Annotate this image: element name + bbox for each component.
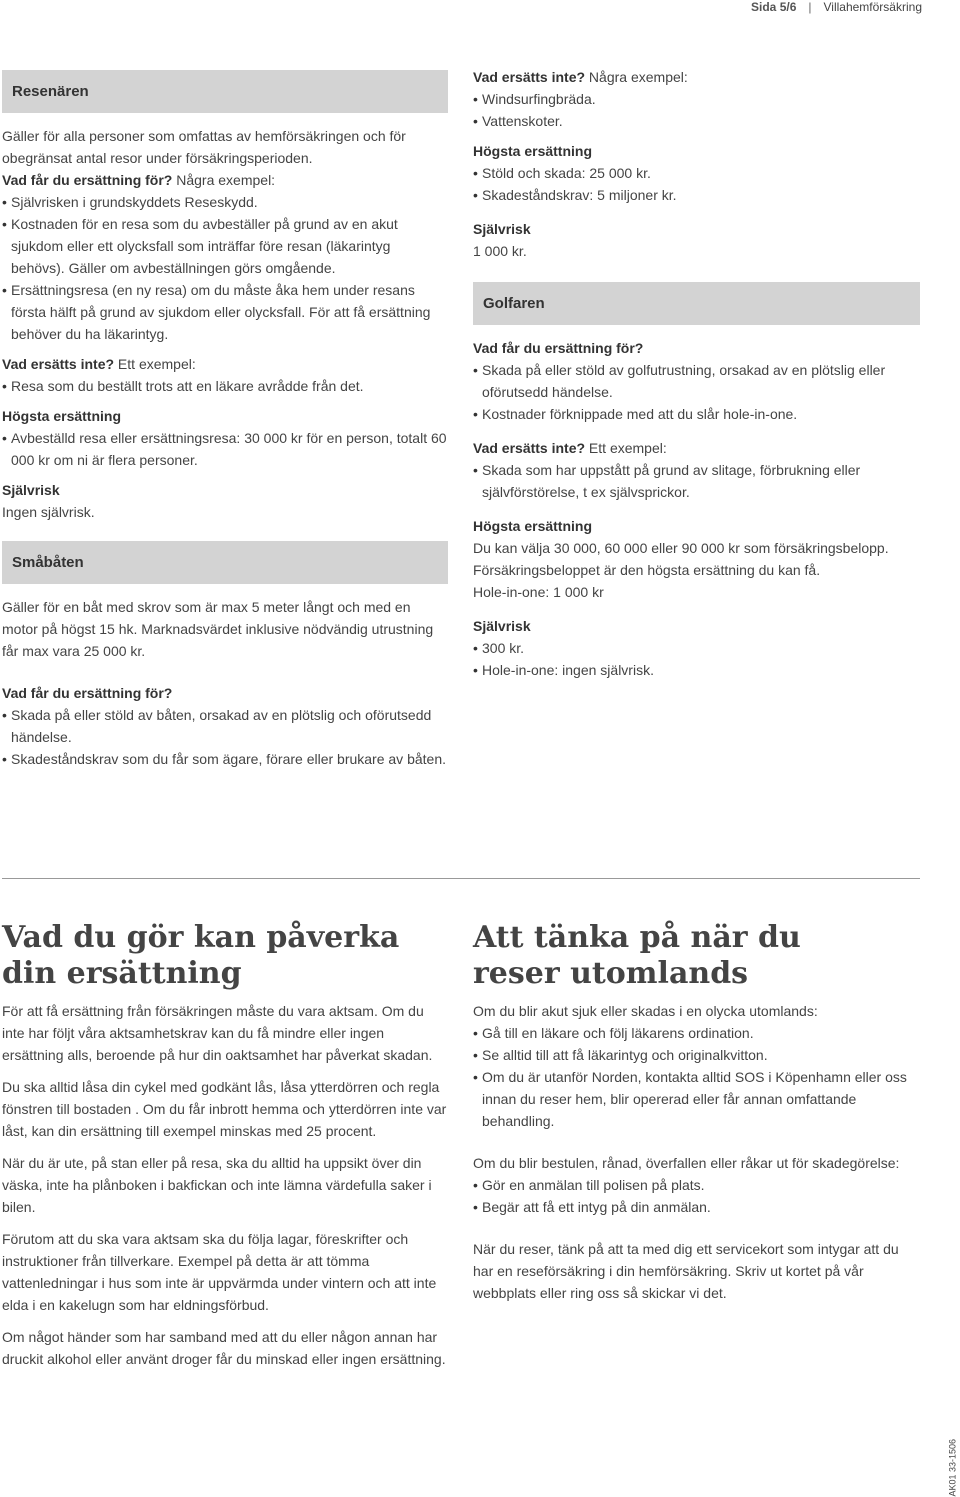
smabaten-vad-far-heading: Vad får du ersättning för?: [2, 685, 173, 701]
list-item: • Skadeståndskrav: 5 miljoner kr.: [473, 184, 920, 206]
left-column: [2, 70, 448, 770]
list-item: • Stöld och skada: 25 000 kr.: [473, 162, 920, 184]
list-item: • Vattenskoter.: [473, 110, 920, 132]
list-item: • Skada på eller stöld av golfutrustning, orsakad av en plötslig eller oförutsedd händelse.: [473, 359, 920, 403]
golfaren-hogsta-heading: Högsta ersättning: [473, 518, 593, 534]
golfaren-sjalvrisk-heading: Självrisk: [473, 618, 531, 634]
header-separator: |: [808, 0, 812, 14]
golfaren-hogsta-text-1: Du kan välja 30 000, 60 000 eller 90 000 kr som försäkringsbelopp.: [473, 540, 889, 556]
utomlands-paragraph: Om du blir bestulen, rånad, överfallen eller råkar ut för skadegörelse:: [473, 1155, 900, 1171]
golfaren-hogsta-text-3: Hole-in-one: 1 000 kr: [473, 584, 604, 600]
utomlands-paragraph: När du reser, tänk på att ta med dig ett servicekort som intygar att du har en reseförsäkring i din hemförsäkring. Skriv ut kortet på vår webbplats eller ring oss så skickar vi det.: [473, 1241, 899, 1301]
list-item: • Om du är utanför Norden, kontakta alltid SOS i Köpenhamn eller oss innan du reser hem, blir opererad eller får annan omfattande behandling.: [473, 1066, 920, 1132]
utomlands-title: Att tänka på när du reser utomlands: [473, 920, 801, 991]
list-item: • Skadeståndskrav som du får som ägare, förare eller brukare av båten.: [2, 748, 448, 770]
page-number: Sida 5/6: [751, 0, 797, 14]
golfaren-hogsta-text-2: Försäkringsbeloppet är den högsta ersättning du kan få.: [473, 562, 821, 578]
utomlands-section: [473, 920, 920, 1304]
list-item: • Gör en anmälan till polisen på plats.: [473, 1174, 920, 1196]
golfaren-vad-inte-heading: Vad ersätts inte? Ett exempel:: [473, 440, 667, 456]
resenaren-intro: Gäller för alla personer som omfattas av hemförsäkringen och för obegränsat antal resor under försäkringsperioden.: [2, 128, 406, 166]
resenaren-vad-far-heading: Vad får du ersättning för? Några exempel:: [2, 172, 276, 188]
golfaren-vad-far-heading: Vad får du ersättning för?: [473, 340, 644, 356]
list-item: • 300 kr.: [473, 637, 920, 659]
paverka-paragraph: När du är ute, på stan eller på resa, ska du alltid ha uppsikt över din väska, inte ha plånboken i bakfickan och inte lämna värdefulla saker i bilen.: [2, 1155, 432, 1215]
paverka-paragraph: Förutom att du ska vara aktsam ska du följa lagar, föreskrifter och instruktioner från tillverkare. Exempel på detta är att tömma vattenledningar i hus som inte är uppvärmda under vintern och att inte elda i en kakelugn som har eldningsförbud.: [2, 1231, 437, 1313]
list-item: • Windsurfingbräda.: [473, 88, 920, 110]
paverka-paragraph: Om något händer som har samband med att du eller någon annan har druckit alkohol eller använt droger får du minskad eller ingen ersättning.: [2, 1329, 446, 1367]
list-item: • Avbeställd resa eller ersättningsresa: 30 000 kr för en person, totalt 60 000 kr om ni är flera personer.: [2, 427, 448, 471]
smabaten-intro: Gäller för en båt med skrov som är max 5 meter långt och med en motor på högst 15 hk. Marknadsvärdet inklusive nödvändig utrustning får max vara 25 000 kr.: [2, 599, 434, 659]
list-item: • Självrisken i grundskyddets Reseskydd.: [2, 191, 448, 213]
smabaten-sjalvrisk-heading: Självrisk: [473, 221, 531, 237]
list-item: • Hole-in-one: ingen självrisk.: [473, 659, 920, 681]
paverka-paragraph: För att få ersättning från försäkringen måste du vara aktsam. Om du inte har följt våra aktsamhetskrav kan du få mindre eller ingen ersättning alls, beroende på hur din oaktsamhet har påverkat skadan.: [2, 1003, 433, 1063]
list-item: • Skada som har uppstått på grund av slitage, förbrukning eller självförstörelse, t ex självsprickor.: [473, 459, 920, 503]
list-item: • Kostnaden för en resa som du avbeställer på grund av en akut sjukdom eller ett olycksfall som inträffar före resan (läkarintyg behövs). Gäller om avbeställningen görs omgående.: [2, 213, 448, 279]
resenaren-sjalvrisk-heading: Självrisk: [2, 482, 60, 498]
document-id: AK01 33-1506: [948, 1439, 958, 1497]
resenaren-hogsta-heading: Högsta ersättning: [2, 408, 122, 424]
smabaten-hogsta-heading: Högsta ersättning: [473, 143, 593, 159]
list-item: • Resa som du beställt trots att en läkare avrådde från det.: [2, 375, 448, 397]
utomlands-paragraph: Om du blir akut sjuk eller skadas i en olycka utomlands:: [473, 1003, 818, 1019]
paverka-title: Vad du gör kan påverka din ersättning: [2, 920, 400, 991]
list-item: • Se alltid till att få läkarintyg och originalkvitton.: [473, 1044, 920, 1066]
golfaren-heading: Golfaren: [473, 282, 920, 325]
smabaten-heading: Småbåten: [2, 541, 448, 584]
list-item: • Kostnader förknippade med att du slår hole-in-one.: [473, 403, 920, 425]
resenaren-vad-inte-heading: Vad ersätts inte? Ett exempel:: [2, 356, 196, 372]
paverka-paragraph: Du ska alltid låsa din cykel med godkänt lås, låsa ytterdörren och regla fönstren till bostaden . Om du får inbrott hemma och ytterdörren inte var låst, kan din ersättning till exempel minskas med 25 procent.: [2, 1079, 447, 1139]
resenaren-sjalvrisk-text: Ingen självrisk.: [2, 504, 95, 520]
resenaren-heading: Resenären: [2, 70, 448, 113]
right-column: [473, 70, 920, 681]
list-item: • Ersättningsresa (en ny resa) om du måste åka hem under resans första hälft på grund av sjukdom eller olycksfall. För att få ersättning behöver du ha läkarintyg.: [2, 279, 448, 345]
page-header: [751, 0, 922, 14]
smabaten-sjalvrisk-text: 1 000 kr.: [473, 243, 527, 259]
section-divider: [2, 878, 920, 879]
list-item: • Skada på eller stöld av båten, orsakad av en plötslig och oförutsedd händelse.: [2, 704, 448, 748]
document-title: Villahemförsäkring: [823, 0, 922, 14]
list-item: • Gå till en läkare och följ läkarens ordination.: [473, 1022, 920, 1044]
list-item: • Begär att få ett intyg på din anmälan.: [473, 1196, 920, 1218]
smabaten-vad-inte-heading: Vad ersätts inte? Några exempel:: [473, 69, 688, 85]
paverka-section: [2, 920, 448, 1370]
